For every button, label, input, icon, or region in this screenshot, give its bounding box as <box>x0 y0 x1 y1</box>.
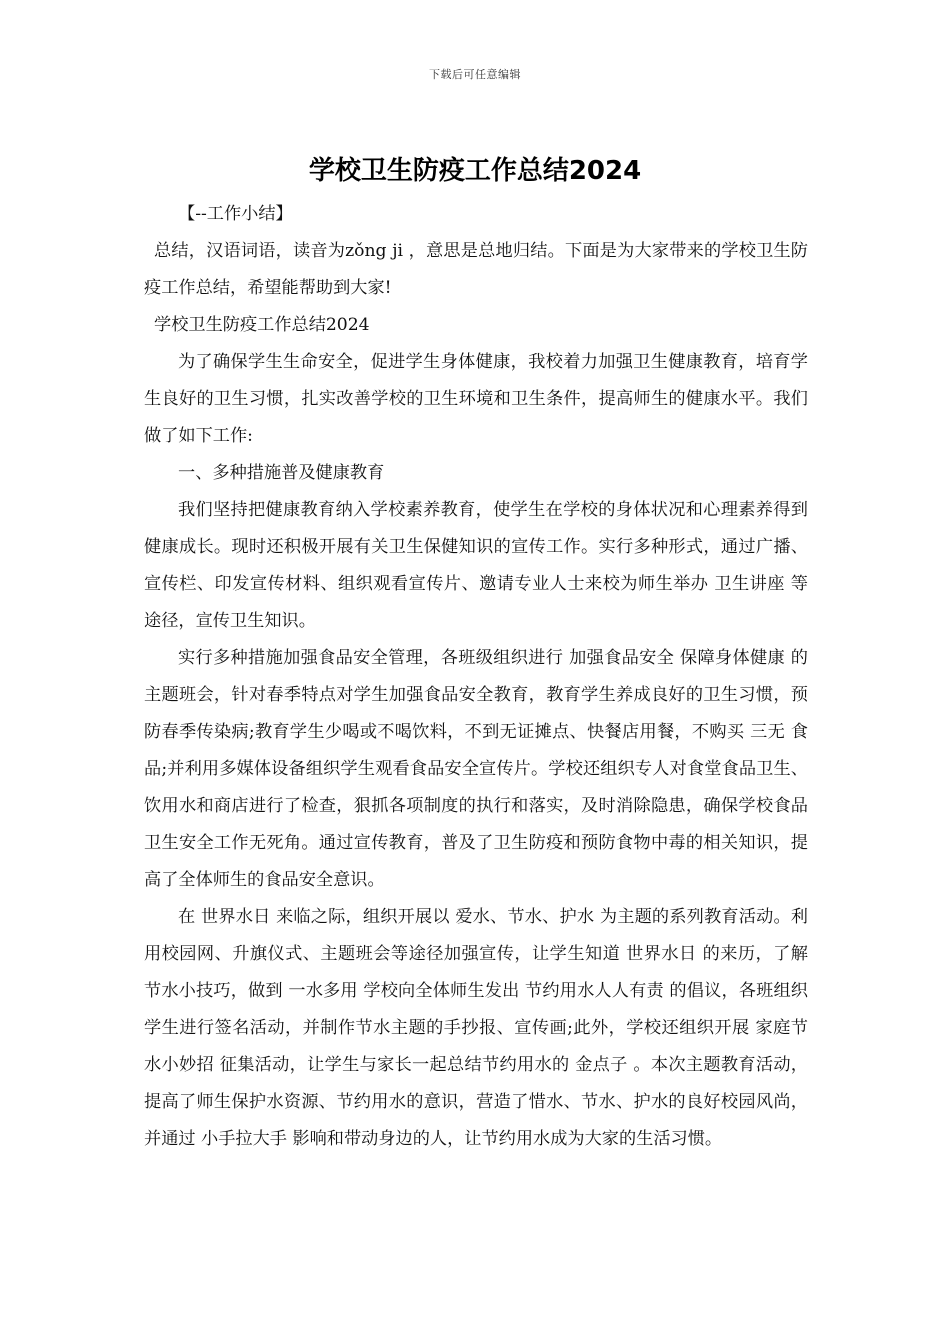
body-paragraph: 为了确保学生生命安全，促进学生身体健康，我校着力加强卫生健康教育，培育学生良好的卫生习惯，扎实改善学校的卫生环境和卫生条件，提高师生的健康水平。我们做了如下工作: <box>144 352 808 446</box>
body-paragraph: 我们坚持把健康教育纳入学校素养教育，使学生在学校的身体状况和心理素养得到健康成长。现时还积极开展有关卫生保健知识的宣传工作。实行多种形式，通过广播、宣传栏、印发宣传材料、组织观看宣传片、邀请专业人士来校为师生举办 卫生讲座 等途径，宣传卫生知识。 <box>144 500 808 631</box>
document-body <box>144 196 808 1158</box>
section-tag: 【--工作小结】 <box>178 204 293 224</box>
body-paragraph: 在 世界水日 来临之际，组织开展以 爱水、节水、护水 为主题的系列教育活动。利用校园网、升旗仪式、主题班会等途径加强宣传，让学生知道 世界水日 的来历，了解节水小技巧，做到 一水多用 学校向全体师生发出 节约用水人人有责 的倡议，各班组织学生进行签名活动，并制作节水主题的手抄报、宣传画;此外，学校还组织开展 家庭节水小妙招 征集活动，让学生与家长一起总结节约用水的 金点子 。本次主题教育活动，提高了师生保护水资源、节约用水的意识，营造了惜水、节水、护水的良好校园风尚，并通过 小手拉大手 影响和带动身边的人，让节约用水成为大家的生活习惯。 <box>144 907 808 1149</box>
intro-paragraph: 总结，汉语词语，读音为zǒng ji ，意思是总地归结。下面是为大家带来的学校卫生防疫工作总结，希望能帮助到大家! <box>144 241 808 298</box>
subtitle-line: 学校卫生防疫工作总结2024 <box>154 315 370 335</box>
body-paragraph: 实行多种措施加强食品安全管理，各班级组织进行 加强食品安全 保障身体健康 的主题班会，针对春季特点对学生加强食品安全教育，教育学生养成良好的卫生习惯，预防春季传染病;教育学生少喝或不喝饮料，不到无证摊点、快餐店用餐，不购买 三无 食品;并利用多媒体设备组织学生观看食品安全宣传片。学校还组织专人对食堂食品卫生、饮用水和商店进行了检查，狠抓各项制度的执行和落实，及时消除隐患，确保学校食品卫生安全工作无死角。通过宣传教育，普及了卫生防疫和预防食物中毒的相关知识，提高了全体师生的食品安全意识。 <box>144 648 808 890</box>
document-title: 学校卫生防疫工作总结2024 <box>308 156 642 186</box>
section-heading: 一、多种措施普及健康教育 <box>178 463 385 483</box>
header-note: 下载后可任意编辑 <box>429 68 521 81</box>
